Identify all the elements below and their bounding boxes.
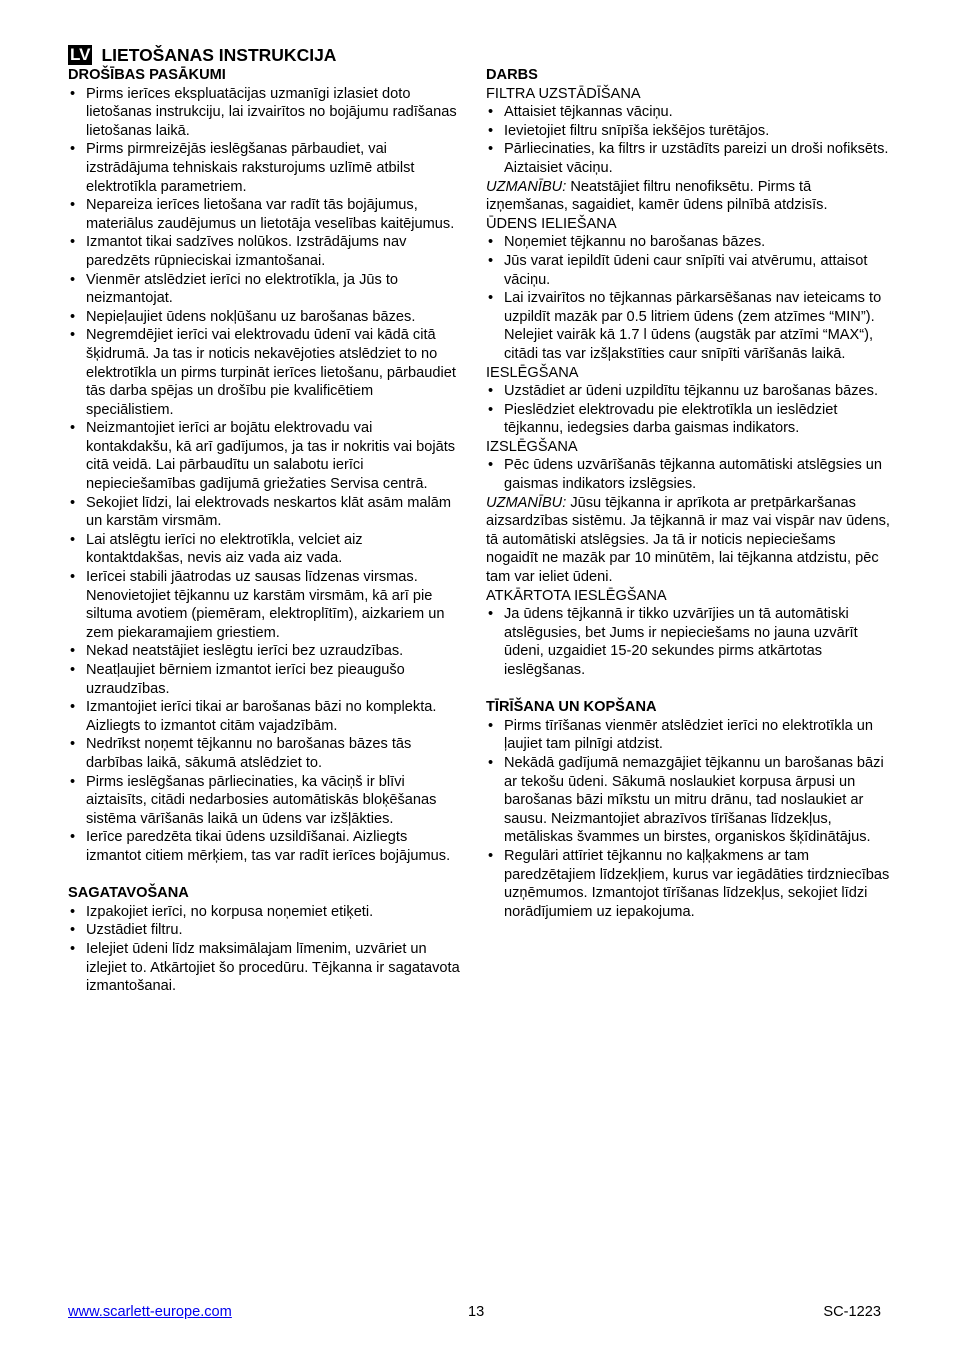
filter-note-text: Neatstājiet filtru nenofiksētu. Pirms tā izņemšanas, sagaidiet, kamēr ūdens pilnībā atdzisīs. xyxy=(486,178,828,214)
list-item: • Pirms ierīces ekspluatācijas uzmanīgi izlasiet doto lietošanas instrukciju, lai izvairītos no bojājumu radīšanas lietošanas laikā. xyxy=(68,85,460,141)
list-item: • Noņemiet tējkannu no barošanas bāzes. xyxy=(486,233,890,252)
preparation-heading: SAGATAVOŠANA xyxy=(68,885,189,902)
list-item: • Pirms tīrīšanas vienmēr atslēdziet ierīci no elektrotīkla un ļaujiet tam pilnīgi atdzist. xyxy=(486,717,890,754)
switch-on-list xyxy=(486,382,890,438)
switch-off-heading: IZSLĒGŠANA xyxy=(486,438,578,455)
list-item: • Pārliecinaties, ka filtrs ir uzstādīts pareizi un droši nofiksēts. Aiztaisiet vāciņu. xyxy=(486,140,890,177)
list-item: • Pieslēdziet elektrovadu pie elektrotīkla un ieslēdziet tējkannu, iedegsies darba gaismas indikators. xyxy=(486,401,890,438)
safety-list xyxy=(68,85,460,866)
model-number: SC-1223 xyxy=(823,1304,881,1320)
right-column xyxy=(486,66,890,921)
pour-list xyxy=(486,233,890,363)
switch-off-note-label: UZMANĪBU: xyxy=(486,494,567,511)
filter-note xyxy=(486,178,890,215)
switch-off-note xyxy=(486,494,890,587)
list-item: • Attaisiet tējkannas vāciņu. xyxy=(486,103,890,122)
list-item: • Neizmantojiet ierīci ar bojātu elektrovadu vai kontakdakšu, kā arī gadījumos, ja tas ir nokritis vai bojāts citā veidā. Lai pārbaudītu un salabotu ierīci nepieciešamības gadījumā griežaties Servisa centrā. xyxy=(68,419,460,493)
preparation-list xyxy=(68,903,460,996)
filter-note-label: UZMANĪBU: xyxy=(486,178,567,195)
list-item: • Nedrīkst noņemt tējkannu no barošanas bāzes tās darbības laikā, sākumā atslēdziet to. xyxy=(68,735,460,772)
list-item: • Izpakojiet ierīci, no korpusa noņemiet etiķeti. xyxy=(68,903,460,922)
list-item: • Ierīcei stabili jāatrodas uz sausas līdzenas virsmas. Nenovietojiet tējkannu uz karstām virsmām, kā arī pie siltuma avotiem (piemēram, elektroplītīm), aizkariem un zem piekaramajiem griestiem. xyxy=(68,568,460,642)
switch-on-heading: IESLĒGŠANA xyxy=(486,364,579,381)
list-item: • Pirms ieslēgšanas pārliecinaties, ka vāciņš ir blīvi aiztaisīts, citādi nedarbosies automātiskās bloķēšanas sistēma vārīšanās laikā un ūdens var izšļākties. xyxy=(68,773,460,829)
left-column xyxy=(68,44,460,996)
repeat-on-heading: ATKĀRTOTA IESLĒGŠANA xyxy=(486,587,667,604)
repeat-on-list xyxy=(486,605,890,679)
list-item: • Lai atslēgtu ierīci no elektrotīkla, velciet aiz kontaktdakšas, nevis aiz vada aiz vada. xyxy=(68,531,460,568)
list-item: • Izmantot tikai sadzīves nolūkos. Izstrādājums nav paredzēts rūpnieciskai izmantošanai. xyxy=(68,233,460,270)
list-item: • Izmantojiet ierīci tikai ar barošanas bāzi no komplekta. Aizliegts to izmantot citām vajadzībām. xyxy=(68,698,460,735)
list-item: • Ierīce paredzēta tikai ūdens uzsildīšanai. Aizliegts izmantot citiem mērķiem, tas var radīt ierīces bojājumus. xyxy=(68,828,460,865)
document-title: LIETOŠANAS INSTRUKCIJA xyxy=(101,45,337,65)
safety-heading: DROŠĪBAS PASĀKUMI xyxy=(68,67,226,83)
language-badge: LV xyxy=(70,45,91,64)
website-link[interactable]: www.scarlett-europe.com xyxy=(68,1304,232,1320)
page-number: 13 xyxy=(468,1304,485,1320)
list-item: • Jūs varat iepildīt ūdeni caur snīpīti vai atvērumu, attaisot vāciņu. xyxy=(486,252,890,289)
list-item: • Uzstādiet filtru. xyxy=(68,921,460,940)
list-item: • Uzstādiet ar ūdeni uzpildītu tējkannu uz barošanas bāzes. xyxy=(486,382,890,401)
list-item: • Nekad neatstājiet ieslēgtu ierīci bez uzraudzības. xyxy=(68,642,460,661)
page-footer xyxy=(68,1303,881,1323)
list-item: • Neatļaujiet bērniem izmantot ierīci bez pieaugušo uzraudzības. xyxy=(68,661,460,698)
list-item: • Nepareiza ierīces lietošana var radīt tās bojājumus, materiālus zaudējumus un lietotāja veselības kaitējumus. xyxy=(68,196,460,233)
work-heading: DARBS xyxy=(486,67,538,83)
list-item: • Nekādā gadījumā nemazgājiet tējkannu un barošanas bāzi ar tekošu ūdeni. Sākumā noslaukiet korpusa ārpusi un barošanas bāzi mīkstu un mitru drānu, tad noslaukiet ar sausu. Neizmantojiet abrazīvos tīrīšanas līdzekļus, metāliskas švammes un birstes, organiskos šķīdinātājus. xyxy=(486,754,890,847)
list-item: • Ja ūdens tējkannā ir tikko uzvārījies un tā automātiski atslēgusies, bet Jums ir nepieciešams no jauna uzvārīt ūdeni, uzgaidiet 15-20 sekundes pirms atkārtotas ieslēgšanas. xyxy=(486,605,890,679)
list-item: • Negremdējiet ierīci vai elektrovadu ūdenī vai kādā citā šķidrumā. Ja tas ir noticis nekavējoties atslēdziet to no elektrotīkla un pirms turpināt ierīces lietošanu, pārbaudiet tās darba spējas un drošību pie kvalificētiem speciālistiem. xyxy=(68,326,460,419)
list-item: • Lai izvairītos no tējkannas pārkarsēšanas nav ieteicams to uzpildīt mazāk par 0.5 litriem ūdens (zem atzīmes “MIN”). Nelejiet vairāk kā 1.7 l ūdens (augstāk par atzīmi “MAX“), citādi tas var izšļakstīties caur snīpīti vārīšanās laikā. xyxy=(486,289,890,363)
list-item: • Ievietojiet filtru snīpīša iekšējos turētājos. xyxy=(486,122,890,141)
list-item: • Nepieļaujiet ūdens nokļūšanu uz barošanas bāzes. xyxy=(68,308,460,327)
document-header xyxy=(68,44,460,66)
list-item: • Sekojiet līdzi, lai elektrovads neskartos klāt asām malām un karstām virsmām. xyxy=(68,494,460,531)
pour-heading: ŪDENS IELIEŠANA xyxy=(486,215,617,232)
list-item: • Pirms pirmreizējās ieslēgšanas pārbaudiet, vai izstrādājuma tehniskais raksturojums uzlīmē atbilst elektrotīkla parametriem. xyxy=(68,140,460,196)
cleaning-heading: TĪRĪŠANA UN KOPŠANA xyxy=(486,699,657,716)
list-item: • Ielejiet ūdeni līdz maksimālajam līmenim, uzvāriet un izlejiet to. Atkārtojiet šo procedūru. Tējkanna ir sagatavota izmantošanai. xyxy=(68,940,460,996)
list-item: • Pēc ūdens uzvārīšanās tējkanna automātiski atslēgsies un gaismas indikators izslēgsies. xyxy=(486,456,890,493)
filter-heading: FILTRA UZSTĀDĪŠANA xyxy=(486,85,641,102)
filter-list xyxy=(486,103,890,177)
list-item: • Regulāri attīriet tējkannu no kaļķakmens ar tam paredzētajiem līdzekļiem, kurus var iegādāties tirdzniecības uzņēmumos. Izmantojot tīrīšanas līdzekļus, sekojiet līdzi norādījumiem uz iepakojuma. xyxy=(486,847,890,921)
list-item: • Vienmēr atslēdziet ierīci no elektrotīkla, ja Jūs to neizmantojat. xyxy=(68,271,460,308)
switch-off-list xyxy=(486,456,890,493)
switch-off-note-text: Jūsu tējkanna ir aprīkota ar pretpārkaršanas aizsardzības sistēmu. Ja tējkannā ir maz vai vispār nav ūdens, tā automātiski atslēgsies. Ja tā ir noticis nepieciešams nogaidīt ne mazāk par 10 minūtēm, lai tējkanna atdzistu, pēc tam var ieliet ūdeni. xyxy=(486,494,890,586)
cleaning-list xyxy=(486,717,890,922)
